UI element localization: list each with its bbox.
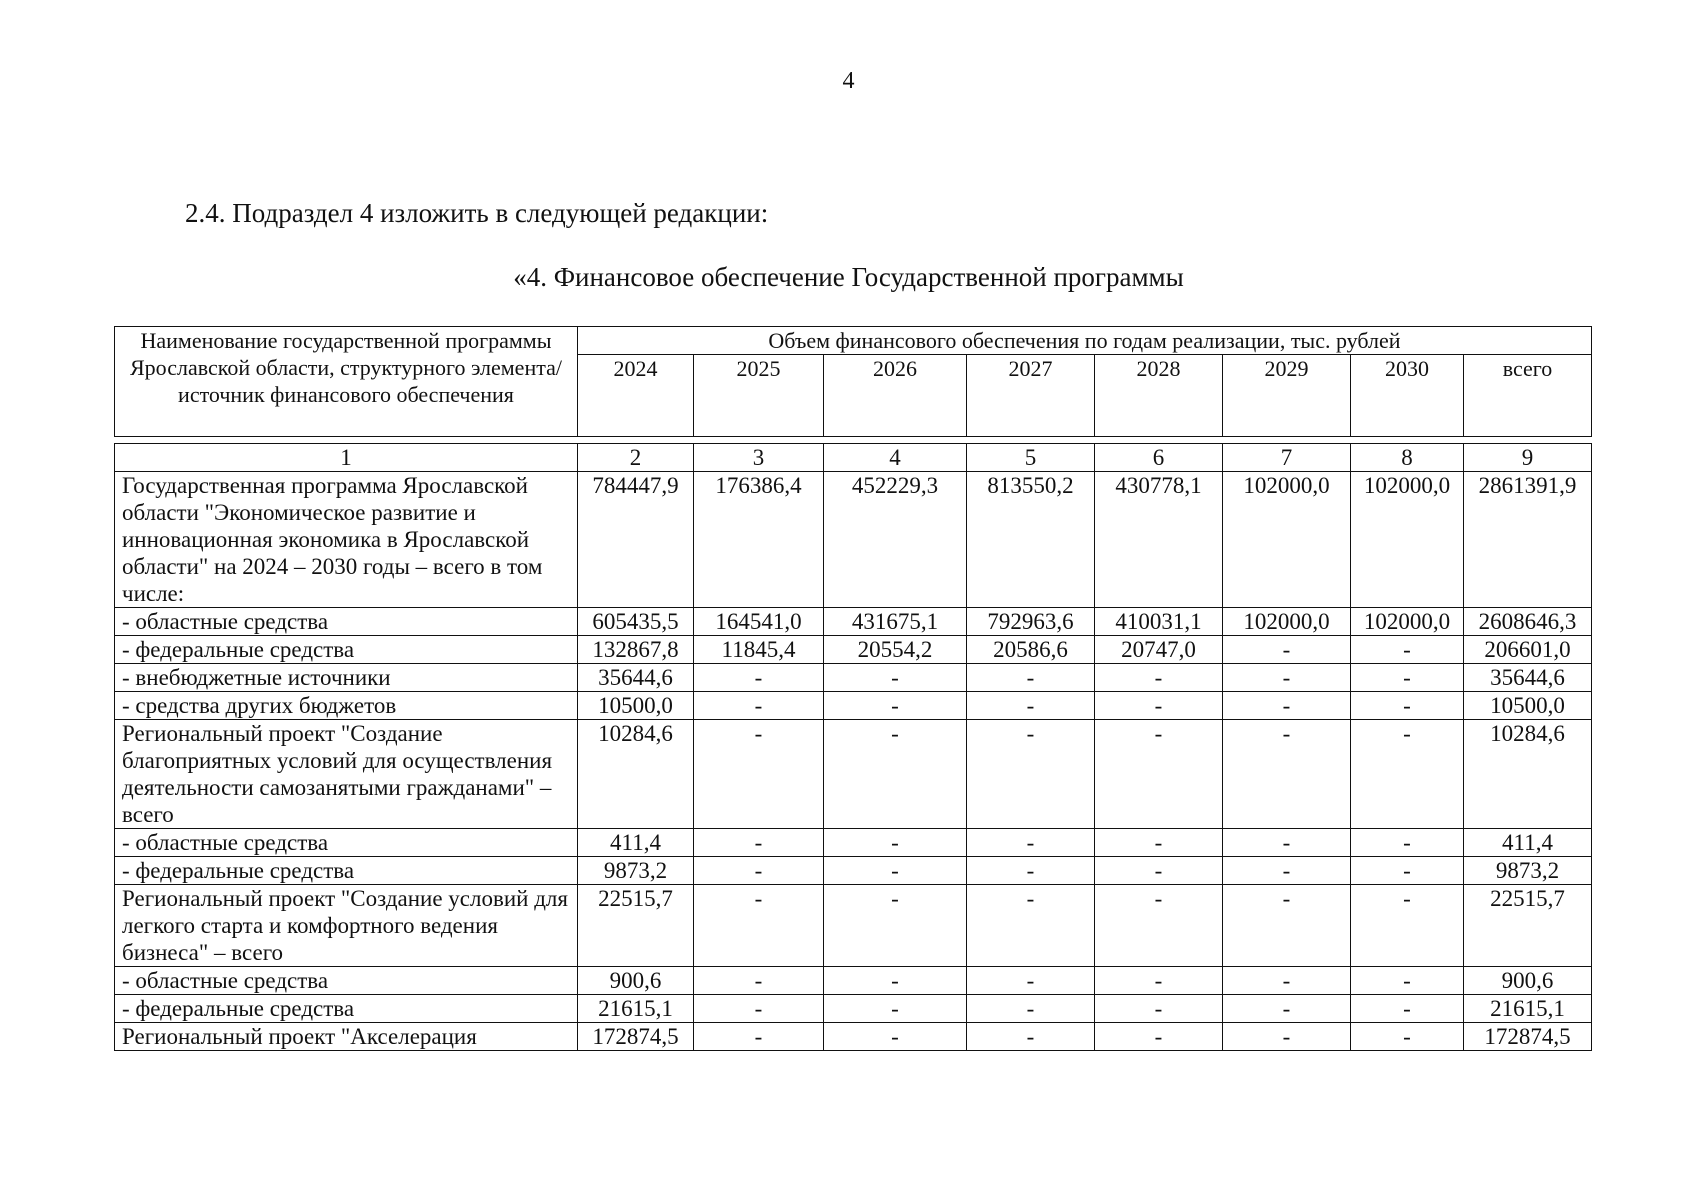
table-header [114,326,1592,437]
value-cell: - [967,967,1095,995]
value-cell: 10284,6 [1464,720,1592,829]
row-name-cell: - областные средства [115,829,578,857]
value-cell: 10500,0 [578,692,694,720]
year-header: 2026 [824,355,967,437]
value-cell: - [1351,857,1464,885]
value-cell: - [1223,967,1351,995]
row-name-cell: - средства других бюджетов [115,692,578,720]
header-group-cell: Объем финансового обеспечения по годам реализации, тыс. рублей [578,327,1592,355]
value-cell: - [694,967,824,995]
value-cell: 411,4 [1464,829,1592,857]
value-cell: 102000,0 [1223,472,1351,608]
value-cell: - [1351,636,1464,664]
year-header: 2025 [694,355,824,437]
value-cell: 20747,0 [1095,636,1223,664]
value-cell: 452229,3 [824,472,967,608]
value-cell: - [694,885,824,967]
table-row [115,857,1592,885]
value-cell: - [1351,829,1464,857]
value-cell: - [1095,967,1223,995]
table-row [115,664,1592,692]
value-cell: 102000,0 [1351,472,1464,608]
value-cell: 102000,0 [1351,608,1464,636]
column-number-cell: 3 [694,444,824,472]
value-cell: 21615,1 [1464,995,1592,1023]
value-cell: - [1223,829,1351,857]
value-cell: - [967,1023,1095,1051]
row-name-cell: - федеральные средства [115,857,578,885]
row-name-cell: - федеральные средства [115,995,578,1023]
value-cell: - [824,720,967,829]
value-cell: 21615,1 [578,995,694,1023]
value-cell: - [1095,720,1223,829]
row-name-cell: Государственная программа Ярославской области "Экономическое развитие и инновационная экономика в Ярославской области" на 2024 – 2030 годы – всего в том числе: [115,472,578,608]
row-name-cell: Региональный проект "Акселерация [115,1023,578,1051]
value-cell: 431675,1 [824,608,967,636]
column-number-cell: 6 [1095,444,1223,472]
value-cell: 20554,2 [824,636,967,664]
table-row [115,692,1592,720]
value-cell: - [1351,995,1464,1023]
value-cell: 411,4 [578,829,694,857]
year-header: 2030 [1351,355,1464,437]
value-cell: - [967,857,1095,885]
table-row [115,720,1592,829]
value-cell: 410031,1 [1095,608,1223,636]
column-number-cell: 4 [824,444,967,472]
year-header: 2029 [1223,355,1351,437]
value-cell: - [824,664,967,692]
value-cell: - [1223,720,1351,829]
value-cell: 900,6 [578,967,694,995]
table-row [115,967,1592,995]
value-cell: - [824,829,967,857]
column-number-cell: 9 [1464,444,1592,472]
value-cell: 2861391,9 [1464,472,1592,608]
value-cell: 2608646,3 [1464,608,1592,636]
section-heading: 2.4. Подраздел 4 изложить в следующей редакции: [185,198,769,228]
value-cell: - [1351,885,1464,967]
value-cell: - [1095,829,1223,857]
column-number-cell: 1 [115,444,578,472]
value-cell: 900,6 [1464,967,1592,995]
value-cell: - [824,967,967,995]
value-cell: - [1095,857,1223,885]
year-header: 2024 [578,355,694,437]
value-cell: 22515,7 [578,885,694,967]
value-cell: - [694,1023,824,1051]
finance-table [114,443,1592,1051]
value-cell: - [1351,664,1464,692]
total-header: всего [1464,355,1592,437]
value-cell: - [1095,995,1223,1023]
value-cell: - [694,664,824,692]
value-cell: 35644,6 [578,664,694,692]
value-cell: 430778,1 [1095,472,1223,608]
table-title: «4. Финансовое обеспечение Государственной программы [513,262,1184,292]
table-row [115,885,1592,967]
value-cell: 22515,7 [1464,885,1592,967]
value-cell: 164541,0 [694,608,824,636]
column-number-cell: 5 [967,444,1095,472]
value-cell: 132867,8 [578,636,694,664]
column-number-cell: 7 [1223,444,1351,472]
value-cell: - [1095,885,1223,967]
value-cell: 10500,0 [1464,692,1592,720]
year-header: 2028 [1095,355,1223,437]
value-cell: - [824,1023,967,1051]
value-cell: - [694,720,824,829]
value-cell: 792963,6 [967,608,1095,636]
value-cell: 206601,0 [1464,636,1592,664]
value-cell: - [1351,720,1464,829]
value-cell: - [824,857,967,885]
value-cell: - [824,995,967,1023]
value-cell: 11845,4 [694,636,824,664]
value-cell: - [967,829,1095,857]
value-cell: 784447,9 [578,472,694,608]
value-cell: - [967,995,1095,1023]
value-cell: - [694,829,824,857]
column-number-cell: 8 [1351,444,1464,472]
value-cell: 9873,2 [578,857,694,885]
value-cell: - [1351,1023,1464,1051]
value-cell: 9873,2 [1464,857,1592,885]
table-row [115,636,1592,664]
value-cell: 172874,5 [1464,1023,1592,1051]
table-row [115,608,1592,636]
value-cell: - [1223,885,1351,967]
value-cell: - [1351,692,1464,720]
value-cell: - [1223,1023,1351,1051]
value-cell: - [1351,967,1464,995]
page-number: 4 [842,68,855,94]
value-cell: - [1223,692,1351,720]
value-cell: - [694,692,824,720]
value-cell: - [1095,692,1223,720]
table-row [115,995,1592,1023]
value-cell: - [1223,857,1351,885]
value-cell: - [1223,636,1351,664]
value-cell: - [694,857,824,885]
row-name-cell: Региональный проект "Создание благоприятных условий для осуществления деятельности самозанятыми гражданами" – всего [115,720,578,829]
value-cell: 172874,5 [578,1023,694,1051]
value-cell: - [824,692,967,720]
row-name-cell: - внебюджетные источники [115,664,578,692]
value-cell: - [967,885,1095,967]
table-row [115,472,1592,608]
row-name-cell: - федеральные средства [115,636,578,664]
value-cell: - [1095,664,1223,692]
value-cell: 35644,6 [1464,664,1592,692]
column-number-row [115,444,1592,472]
column-number-cell: 2 [578,444,694,472]
value-cell: 20586,6 [967,636,1095,664]
value-cell: 176386,4 [694,472,824,608]
value-cell: 813550,2 [967,472,1095,608]
year-header: 2027 [967,355,1095,437]
value-cell: 102000,0 [1223,608,1351,636]
value-cell: - [1223,995,1351,1023]
row-name-cell: - областные средства [115,967,578,995]
table-row [115,1023,1592,1051]
value-cell: - [967,692,1095,720]
value-cell: - [967,664,1095,692]
header-name-cell: Наименование государственной программы Ярославской области, структурного элемента/ источник финансового обеспечения [115,327,578,437]
table-row [115,829,1592,857]
row-name-cell: Региональный проект "Создание условий для легкого старта и комфортного ведения бизнеса" – всего [115,885,578,967]
row-name-cell: - областные средства [115,608,578,636]
value-cell: - [694,995,824,1023]
value-cell: 605435,5 [578,608,694,636]
value-cell: - [1095,1023,1223,1051]
value-cell: - [1223,664,1351,692]
value-cell: - [824,885,967,967]
value-cell: - [967,720,1095,829]
value-cell: 10284,6 [578,720,694,829]
